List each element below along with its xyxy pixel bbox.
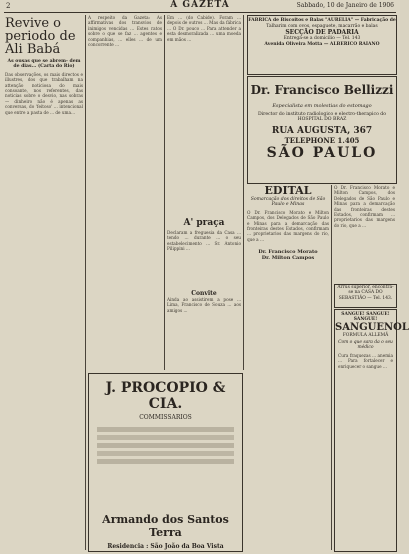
header-date: Sabbado, 10 de Janeiro de 1906 [296,2,394,9]
bellizzi-ad [247,76,397,184]
col1-headline: Revive o periodo de Ali Babá [5,16,76,57]
sanguenol-name: SANGUENOL [335,322,409,333]
edital-sign-1: Dr. Francisco Morato [258,249,318,256]
sanguenol-top: SANGUE! SANGUE! SANGUE! [341,312,390,322]
fabrica-line: FABRICA de Biscoitos e Balas "AURELIA" — Fabricação de [248,18,396,23]
col1-subhead: As ousas que se abrem- dem de dias... (Carta do Rio) [7,59,81,70]
edital-title: EDITAL [264,184,312,197]
col-divider-4 [331,185,332,550]
procopio-ad [88,373,243,552]
sanguenol-body: Cura fraquezas ... anemia ... Para fortalecer e enriquecer o sangue ... [338,353,393,369]
procopio-armando: Armando dos Santos Terra [102,513,229,539]
right-narrow-body: O Dr. Francisco Morato e Milton Campos, dos Delegados de São Paulo e Minas para a demarcação das fronteiras destes Estados, confirmam ... proprietarios das margens do rio, que a ... [334,185,395,228]
fabrica-ad [247,15,397,75]
praca-title: A' praça [183,218,225,228]
edital-section [247,185,329,550]
col3-body: Em ... (do Cabide). Foram ... depois de outros ... Mas da fábrica ... O Dr. pouco ... Para attender a esta desmoralizada ... uma moeda em mãos ... [167,15,241,42]
procopio-subtitle: COMMISSARIOS [139,414,192,421]
masthead: A GAZETA [170,0,230,10]
column-3 [167,15,241,215]
bellizzi-consultorio: RUA AUGUSTA, 367 [271,126,373,136]
edital-sub: Somarcação dos direitos de São Paulo e Minas [250,197,326,208]
column-2 [88,15,162,370]
sanguenol-formula: FORMULA ALLEMÃ [342,333,389,338]
sanguenol-ad [334,309,409,552]
sanguenol-sub: Com o que sara da o seu médico [338,340,393,350]
procopio-text-line [97,427,234,432]
edital-sign-2: Dr. Milton Campos [261,254,315,261]
procopio-text-line [97,451,234,456]
procopio-residencia: Residencia : São João da Boa Vista [107,543,224,550]
procopio-text-line [97,435,234,440]
procopio-text-line [97,443,234,448]
arrus-text: Arrus superior, encontra-se na CASA DO SEBASTIÃO — Tel. 143. [337,285,394,301]
bellizzi-especialista: Especialista em molestias do estomago [272,103,372,109]
col1-body: Das observações, os mais directos e illustres, dos que trabalham na attenção noticiosa do mais consoante, nos referentes, das noticias sobre o desvio, nas sobras — dinheiro não é apenas as conversas, do 'feitoso' ... intencional que entre a pasta de ... de uma... [5,71,83,115]
praca-body: Declaram a freguesia da Casa ... tendo ... durante ... o seu estabelecimento ... Sr. Antonio Pilippini ... [167,230,241,252]
convite-body: Ainda ao assistirem a pose ... Lima, Francisco de Souza ... aos amigos ... [167,297,241,313]
fabrica-avenida: Avenida Oliveira Motta — ALBERICO RAIANO [264,42,380,47]
column-1 [5,15,83,550]
edital-body: O Dr. Francisco Morato e Milton Campos, dos Delegados de São Paulo e Minas para a demarcação das fronteiras destes Estados, confirmam ... proprietarios das margens do rio, que a ... [247,209,329,242]
header-rule [4,12,396,13]
fabrica-taifeiro: Talharim com ovos, espaguete, macarrão e balas [266,24,378,29]
bellizzi-cidade: SÃO PAULO [266,145,378,161]
arrus-ad [334,284,397,308]
col-divider-2 [164,15,165,370]
right-narrow-text [334,185,395,281]
fabrica-entrega: Entrega-se a domicilio — Tel. 143 [283,36,361,41]
fabrica-secao: SECÇÃO DE PADARIA [285,29,359,36]
praca-section [167,218,241,288]
page-number: 2 [6,2,11,10]
procopio-name: J. PROCOPIO & CIA. [105,380,226,412]
col2-body: A respeito da Gazeta: As affirmativas dos transvios de inimigos vencidas ... Estes ratos sobre o que se faz ... agentes e companhias, ... elles ... de um concorrente ... [88,15,162,48]
bellizzi-director: Director do instituto radiologico e electro-therapico do HOSPITAL DO BRAZ [258,112,386,122]
bellizzi-telefone: TELEPHONE 1.405 [284,136,360,145]
col-divider-1 [85,15,86,550]
procopio-text-line [97,459,234,464]
convite-section [167,290,241,370]
bellizzi-name: Dr. Francisco Bellizzi [250,83,394,97]
convite-title: Convite [191,290,217,297]
col-divider-3 [243,15,244,370]
